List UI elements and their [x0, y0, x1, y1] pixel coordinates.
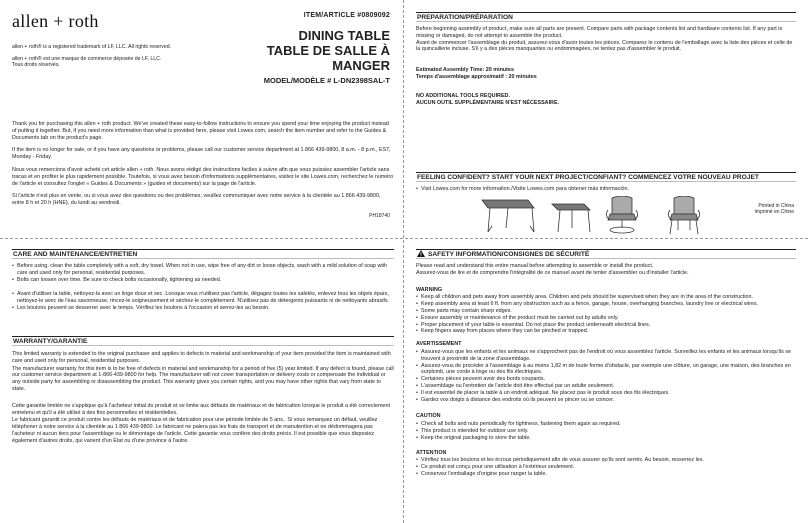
trademark-notice: allen + roth® is a registered trademark of LF, LLC. All rights reserved. allen + roth® est une marque de commerce déposée de LF, LLC. Tous droits réservés.	[12, 44, 172, 69]
intro-text: Thank you for purchasing this allen + roth product. We've created these easy-to-follow instructions to ensure you spend your time enjoying the product instead of putting it together. But, if you need more information than what is provided here, please visit Lowes.com, search the item number and refer to the Guides & Documents tab on the product's page. If the item is no longer for sale, or if you have any questions or problems, please call our customer service department at 1 866 439-9800, 8 a.m. - 8 p.m., EST, Monday - Friday. Nous vous remercions d'avoir acheté cet article allen + roth. Nous avons rédigé des instructions faciles à suivre afin que vous puissiez assembler l'article sans tracas et en profiter le plus rapidement possible. Toutefois, si vous avez besoin d'informations supplémentaires, visitez le site Lowes.com, recherchez le numéro de l'article et consultez l'onglet « Guides & Documents » (guides et documents) sur la page de l'article. Si l'article n'est plus en vente, ou si vous avez des questions ou des problèmes, veuillez communiquer avec notre service à la clientèle au 1 866 439-9800, entre 8 h et 20 h (HNE), du lundi au vendredi.	[12, 121, 394, 207]
preparation-header: PREPARATION/PRÉPARATION	[416, 12, 796, 22]
preparation-body: Before beginning assembly of product, make sure all parts are present. Compare parts with package contents list and hardware contents list. If any part is missing or damaged, do not attempt to assemble the product. Avant de commencer l'assemblage du produit, assurez-vous d'avoir toutes les pièces. Comparez le contenu de l'emballage avec la liste des pièces et celle de la quincaillerie incluse. S'il y a des pièces manquantes ou endommagées, ne tentez pas d'assembler le produit. Estimated Assembly Time: 20 minutes Temps d'assemblage approximatif : 20 minutes NO ADDITIONAL TOOLS REQUIRED. AUCUN OUTIL SUPPLÉMENTAIRE N'EST NÉCESSAIRE.	[416, 26, 796, 106]
product-title: DINING TABLE TABLE DE SALLE À MANGER	[266, 28, 390, 73]
item-article-number: ITEM/ARTICLE #0809092	[303, 12, 390, 19]
printed-in-china: Printed in China Imprimé en Chine	[754, 203, 794, 216]
assembly-time-en: Estimated Assembly Time: 20 minutes	[416, 67, 514, 74]
caution-label: CAUTION	[416, 413, 441, 420]
fold-line-vertical	[403, 0, 404, 523]
safety-body: Please read and understand this entire manual before attempting to assemble or install the product. Assurez-vous de lire et de comprendre l'intégralité de ce manuel avant de tenter d'assembler ou d'installer l'article. WARNING • Keep all children and pets away from assembly area. Children and pets should be supervised when they are in the area of the construction. • Keep assembly area at least 6 ft. from any obstruction such as a fence, garage, house, overhanging branches, laundry line or electrical wires. • Some parts may contain sharp edges. • Ensure assembly or maintenance of the product must be carried out by adults only. • Proper placement of your table is essential. Do not place the product underneath electrical lines. • Keep fingers away from places where they can be pinched or trapped. AVERTISSEMENT • Assurez-vous que les enfants et les animaux ne s'approchent pas de l'endroit où vous assemblez l'article. Surveillez les enfants et les animaux lorsqu'ils se trouvent à proximité de la zone d'assemblage. • Assurez-vous de procéder à l'assemblage à au moins 1,82 m de toute forme d'obstacle, par exemple une clôture, un garage, une maison, des branches en surplomb, une corde à linge ou des fils électriques. • Certaines pièces peuvent avoir des bords coupants. • L'assemblage ou l'entretien de l'article doit être effectué par un adulte seulement. • Il est essentiel de placer la table à un endroit adéquat. Ne placez pas le produit sous des fils électriques. • Gardez vos doigts à distance des endroits où ils peuvent se pincer ou se coincer. CAUTION • Check all bolts and nuts periodically for tightness, fastening them again as required. • This product is intended for outdoor use only. • Keep the original packaging to store the table. ATTENTION • Vérifiez tous les boulons et les écrous périodiquement afin de vous assurer qu'ils sont serrés. Au besoin, resserrez les. • Ce produit est conçu pour une utilisation à l'extérieur seulement. • Conservez l'emballage d'origine pour ranger la table.	[416, 263, 796, 478]
square-table-icon	[482, 200, 534, 232]
avertissement-label: AVERTISSEMENT	[416, 341, 462, 348]
model-number: MODEL/MODÈLE # L-DN2398SAL-T	[263, 76, 390, 85]
swivel-chair-icon	[606, 196, 637, 233]
assembly-time-fr: Temps d'assemblage approximatif : 20 minutes	[416, 73, 537, 80]
warning-triangle-icon	[417, 250, 425, 260]
brand-logo: allen + roth	[12, 11, 99, 31]
next-project-text: • Visit Lowes.com for more information./Visite Lowes.com para obtener más información.	[416, 186, 796, 193]
tools-en: NO ADDITIONAL TOOLS REQUIRED.	[416, 92, 510, 99]
product-family-images	[478, 196, 738, 236]
dining-chair-icon	[668, 196, 699, 234]
bistro-table-icon	[552, 204, 590, 232]
product-family-svg	[478, 196, 738, 236]
attention-label: ATTENTION	[416, 449, 447, 456]
tools-fr: AUCUN OUTIL SUPPLÉMENTAIRE N'EST NÉCESSAIRE.	[416, 99, 560, 106]
warning-label: WARNING	[416, 286, 443, 293]
safety-header: SAFETY INFORMATION/CONSIGNES DE SÉCURITÉ	[416, 249, 796, 259]
warranty-body: This limited warranty is extended to the original purchaser and applies to defects in material and workmanship of your item provided the item is maintained with care and used only for personal, residential purposes. The manufacturer warranty for this item is to be free of defects in material and workmanship for a period of five (5) year limited. If any defect is found, please call our customer service department at 1-866-439-9800 for help. The manufacturer will not cover transportation or delivery costs or compensate the individual or any outside party for assembling or disassembling the product. This warranty gives you certain rights, and you may have other rights that vary from state to state. Cette garantie limitée ne s'applique qu'à l'acheteur initial du produit et se limite aux défauts de matériaux et de fabrication lorsque le produit a été correctement entretenu et qu'il a été utilisé à des fins personnelles et résidentielles. Le fabricant garantit ce produit contre les défauts de matériaux et de fabrication pour une période limitée de 5 ans.. Si vous remarquez un défaut, veuillez téléphoner à notre service à la clientèle au 1 866 439-9800. Le fabricant ne paiera pas les frais de transport et de manutention et ne dédommagera pas l'acheteur ni aucun tiers pour l'assemblage ou le démontage de l'article. Cette garantie vous confère des droits précis. Il est possible que vous disposiez également d'autres droits, qui varient d'un État ou d'une province à l'autre.	[12, 351, 394, 444]
warranty-header: WARRANTY/GARANTIE	[12, 336, 394, 346]
document-code: PH18740	[369, 213, 390, 219]
care-header: CARE AND MAINTENANCE/ENTRETIEN	[12, 249, 394, 259]
next-project-header: FEELING CONFIDENT? START YOUR NEXT PROJECT/CONFIANT? COMMENCEZ VOTRE NOUVEAU PROJET	[416, 172, 796, 182]
fold-line-horizontal	[0, 238, 808, 239]
care-body: • Before using, clean the table completely with a soft, dry towel. When not in use, wipe free of any dirt or loose objects, wash with a mild solution of soap with care and used only for personal, residential purposes. • Bolts can loosen over time. Be sure to check bolts occasionally, tightening as needed. • Avant d'utiliser la table, nettoyez-la avec un linge doux et sec. Lorsque vous n'utilisez pas l'article, dégagez toutes les saletés, enlevez tous les objets épars, nettoyez-le avec de l'eau savonneuse, rincez-le soigneusement et séchez-le complètement. N'utilisez pas de détergents puissants ni de nettoyants abrasifs. • Les boulons peuvent se desserrer avec le temps. Vérifiez les boulons à l'occasion et serrez-les au besoin.	[12, 263, 394, 312]
